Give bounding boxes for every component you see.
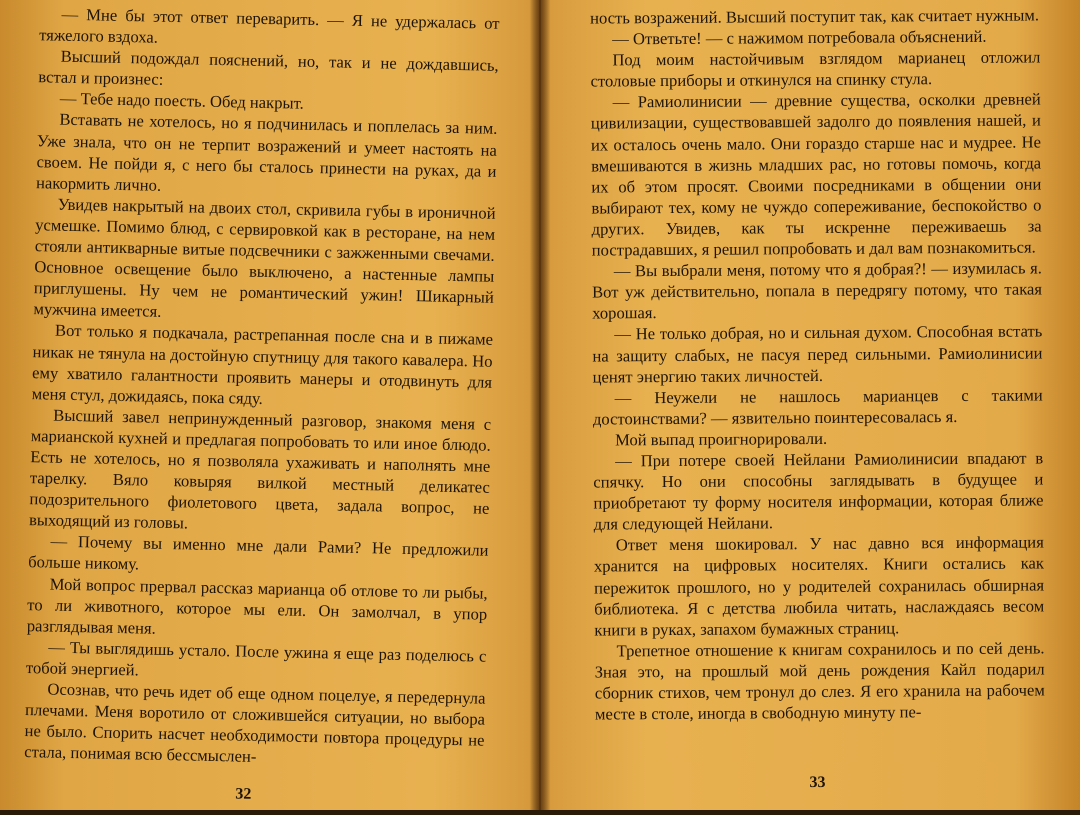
paragraph: Трепетное отношение к книгам сохранилось и по сей день. Зная это, на прошлый мой день рождения Кайл подарил сборник стихов, чем тронул до слез. Я его хранила на рабочем месте в столе, иногда в свободную минуту пе- [594,638,1045,724]
paragraph: — При потере своей Нейлани Рамиолинисии впадают в спячку. Но они способны заглядывать в будущее и приобретают ту форму носителя информации, которая ближе для следующей Нейлани. [593,448,1044,534]
paragraph: Под моим настойчивым взглядом марианец отложил столовые приборы и откинулся на спинку стула. [590,47,1041,91]
paragraph: — Тебе надо поесть. Обед накрыт. [59,89,305,114]
right-page [542,0,1080,812]
paragraph: — Ты выглядишь устало. После ужина я еще раз поделюсь с тобой энергией. [25,637,487,680]
paragraph: Увидев накрытый на двоих стол, скривила губы в ироничной усмешке. Помимо блюд, с сервировкой как в ресторане, на нем стояли антикварные витые подсвечники с зажженными свечами. Основное освещение было выключено, а настенные лампы приглушены. Ну чем не романтический ужин! Шикарный мужчина имеется. [33,194,496,322]
paragraph: — Неужели не нашлось марианцев с такими достоинствами? — язвительно поинтересовалась я. [592,385,1043,429]
paragraph-continuation: ность возражений. Высший поступит так, как считает нужным. [590,5,1040,28]
paragraph: Мой вопрос прервал рассказ марианца об отлове то ли рыбы, то ли животного, которое мы ели. Он замолчал, в упор разглядывая меня. [26,574,488,638]
paragraph: Высший подождал пояснений, но, так и не дождавшись, встал и произнес: [38,46,499,90]
page-number: 32 [235,785,252,803]
paragraph: Высший завел непринужденный разговор, знакомя меня с марианской кухней и предлагая попробовать то или иное блюдо. Есть не хотелось, но я позволяла ухаживать и наполнять мне тарелку. Вяло ковыряя вилкой местный деликатес подозрительного фиолетового цвета, задала вопрос, не выходящий из головы. [28,405,492,533]
left-page [0,0,538,815]
paragraph: Вставать не хотелось, но я подчинилась и поплелась за ним. Уже знала, что он не терпит возражений и умеет настоять на своем. Не пойди я, с него бы сталось принести на руках, да и накормить лично. [35,110,498,195]
paragraph: — Не только добрая, но и сильная духом. Способная встать на защиту слабых, не пасуя перед сильными. Рамиолинисии ценят энергию таких личностей. [592,321,1043,387]
paragraph: Ответ меня шокировал. У нас давно вся информация хранится на цифровых носителях. Книги остались как пережиток прошлого, но у родителей сохранилась обширная библиотека. Я с детства любила читать, наслаждаясь весом книги в руках, запахом бумажных страниц. [593,532,1045,640]
paragraph: — Ответьте! — с нажимом потребовала объяснений. [612,26,987,49]
paragraph: Вот только я подкачала, растрепанная после сна и в пижаме никак не тянула на достойную спутницу для такого кавалера. Но ему хватило галантности проявить манеры и отодвинуть для меня стул, дожидаясь, пока сяду. [31,320,494,408]
page-number: 33 [809,773,826,792]
paragraph: — Почему вы именно мне дали Рами? Не предложили больше никому. [27,531,489,574]
paragraph: Мой выпад проигнорировали. [614,428,828,450]
paragraph: — Вы выбрали меня, потому что я добрая?! — изумилась я. Вот уж действительно, попала в передрягу потому, что такая хорошая. [591,258,1043,323]
paragraph: Осознав, что речь идет об еще одном поцелуе, я передернула плечами. Меня воротило от сложившейся ситуации, но выбора не было. Спорить насчет необходимости повтора процедуры не стала, понимая всю бессмыслен- [24,679,486,767]
paragraph: — Мне бы этот ответ переварить. — Я не удержалась от тяжелого вздоха. [39,4,500,47]
paragraph: — Рамиолинисии — древние существа, осколки древней цивилизации, существовавшей задолго до появления нашей, и их осталось очень мало. Они гораздо старше нас и мудрее. Не вмешиваются в жизнь младших рас, но готовы помочь, когда их об этом просят. Своими посредниками в общении они выбирают тех, кому не чуждо сопереживание, беспокойство о других. Увидев, как ты искренне переживаешь за пострадавших, я решил попробовать и дал вам познакомиться. [590,89,1042,260]
